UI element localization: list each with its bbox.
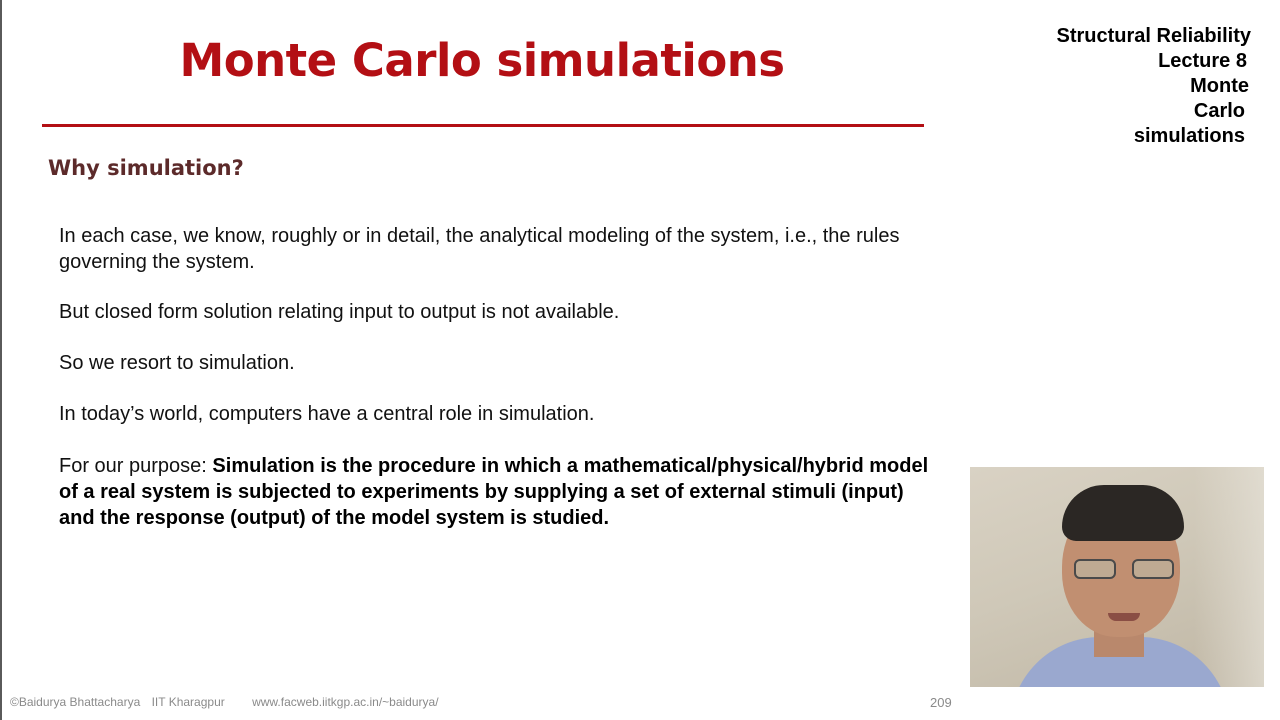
paragraph-closed-form: But closed form solution relating input to output is not available.	[59, 301, 620, 323]
footer-institute: IIT Kharagpur	[151, 695, 225, 709]
webcam-background	[1194, 467, 1264, 687]
presenter-hair	[1062, 485, 1184, 541]
slide-page-number: 209	[930, 695, 952, 710]
slide-footer	[10, 695, 447, 709]
section-heading: Why simulation?	[48, 156, 244, 180]
paragraph-computers-role: In today’s world, computers have a central role in simulation.	[59, 403, 595, 425]
presenter-glasses	[1072, 559, 1176, 577]
lecture-course-name: Structural Reliability	[1056, 25, 1251, 47]
paragraph-analytical-modeling: In each case, we know, roughly or in detail, the analytical modeling of the system, i.e., the rules governing the system.	[59, 225, 900, 273]
footer-url: www.facweb.iitkgp.ac.in/~baidurya/	[252, 695, 439, 709]
lecture-number: Lecture 8	[1158, 50, 1247, 72]
lecture-topic-line-2: Carlo	[1193, 100, 1245, 122]
footer-copyright: ©Baidurya Bhattacharya	[10, 695, 141, 709]
lecture-label	[991, 24, 1251, 149]
definition-text: Simulation is the procedure in which a mathematical/physical/hybrid model of a real system is subjected to experiments by supplying a set of external stimuli (input) and the response (output) of the model system is studied.	[59, 455, 929, 529]
presenter-webcam-video	[970, 467, 1264, 687]
lecture-topic-line-3: simulations	[1133, 125, 1245, 147]
presenter-mouth	[1108, 613, 1140, 621]
paragraph-resort-simulation: So we resort to simulation.	[59, 352, 295, 374]
lecture-topic-line-1: Monte	[1190, 75, 1249, 97]
definition-prefix: For our purpose:	[59, 455, 213, 477]
paragraph-definition	[59, 453, 929, 531]
title-underline-rule	[42, 124, 924, 127]
slide-title: Monte Carlo simulations	[179, 34, 785, 87]
